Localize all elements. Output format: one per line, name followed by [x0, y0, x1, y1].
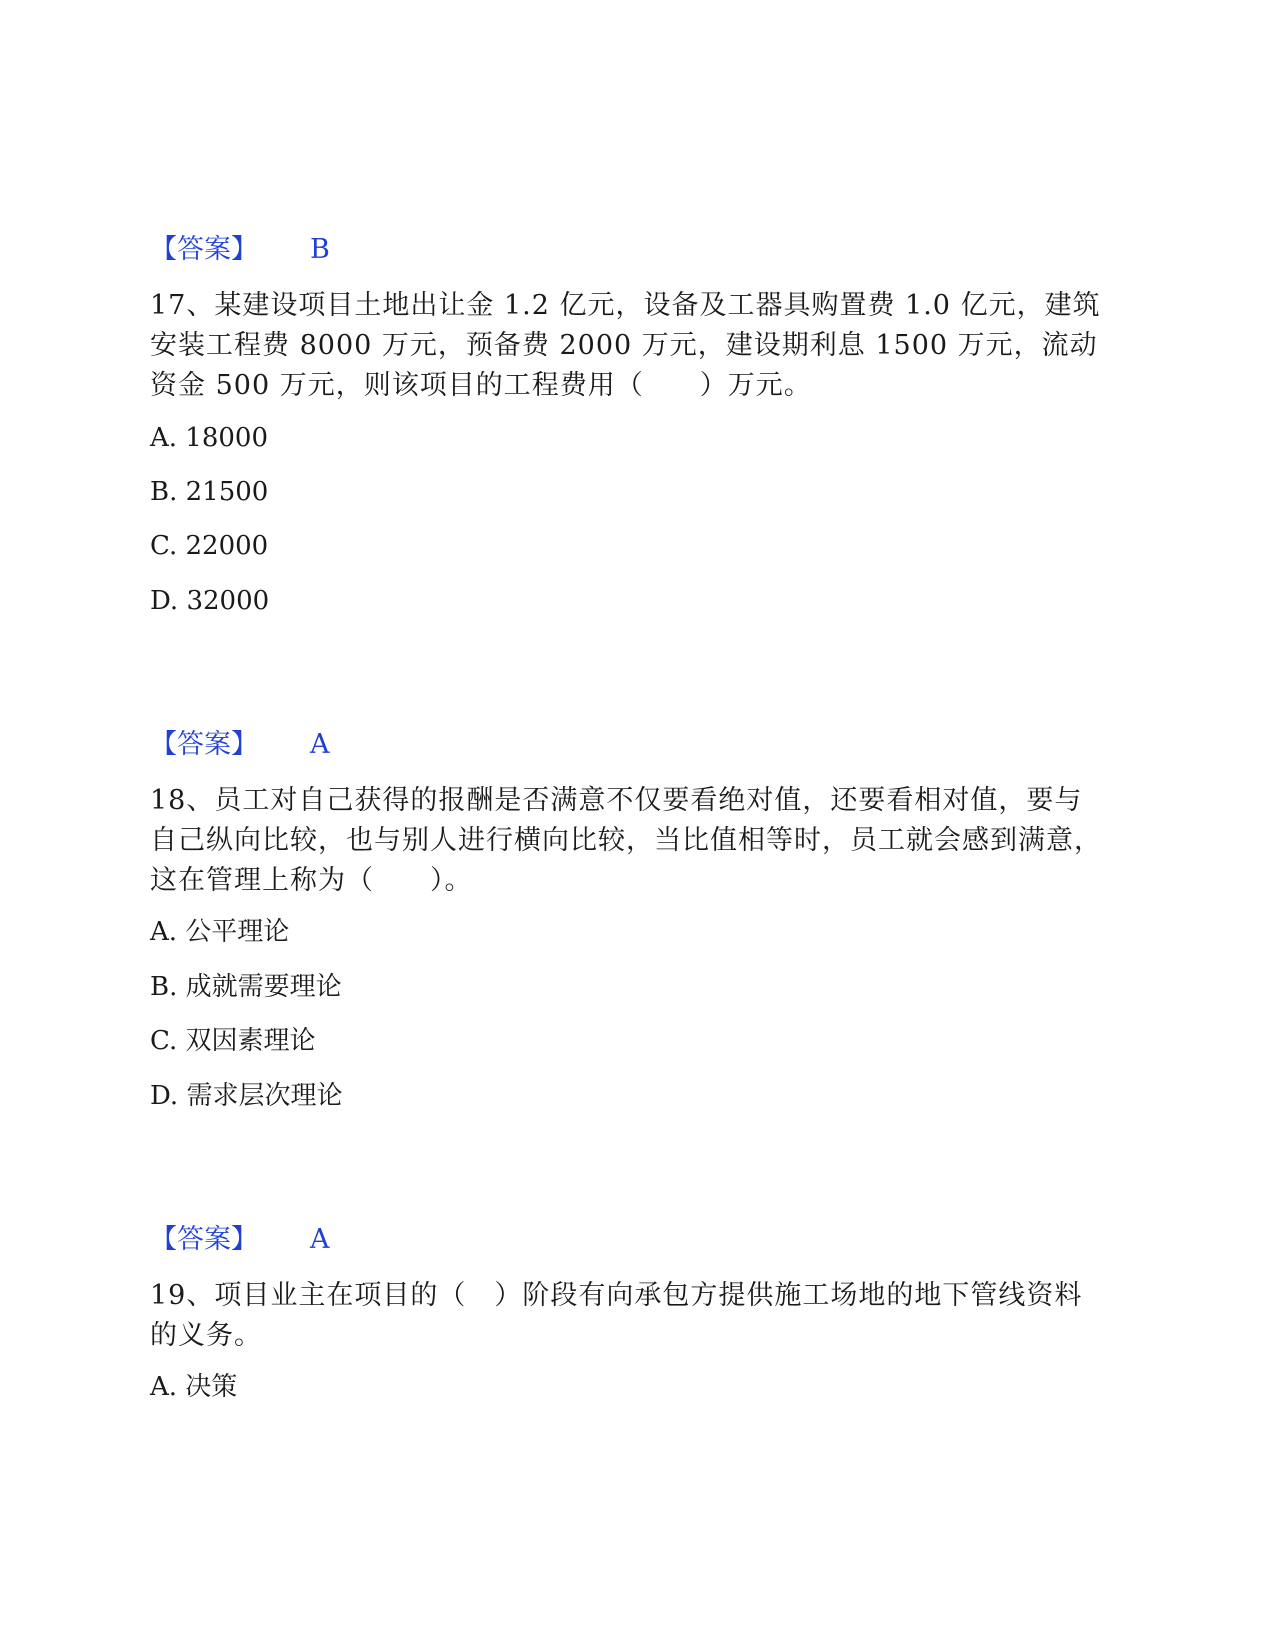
answer-line [150, 230, 1110, 270]
question-18-option-c: C. 双因素理论 [150, 1026, 316, 1056]
question-18-option-b: B. 成就需要理论 [150, 972, 342, 1002]
question-17-option-d: D. 32000 [150, 586, 270, 616]
answer-close-bracket: 】 [231, 729, 258, 760]
answer-close-bracket: 】 [231, 234, 258, 265]
answer-value: B [310, 234, 330, 265]
question-19-text: 19、项目业主在项目的（ ）阶段有向承包方提供施工场地的地下管线资料的义务。 [150, 1280, 1083, 1351]
answer-label: 答案 [177, 729, 231, 760]
question-17-option-c: C. 22000 [150, 531, 269, 561]
answer-close-bracket: 】 [231, 1224, 258, 1255]
question-17-text: 17、某建设项目土地出让金 1.2 亿元，设备及工器具购置费 1.0 亿元，建筑安装工程费 8000 万元，预备费 2000 万元，建设期利息 1500 万元，流动资金 500 万元，则该项目的工程费用（ ）万元。 [150, 290, 1101, 401]
question-17-option-b: B. 21500 [150, 477, 269, 507]
question-17-option-a: A. 18000 [150, 423, 269, 453]
question-19-option-a: A. 决策 [150, 1372, 238, 1402]
question-18-option-d: D. 需求层次理论 [150, 1081, 343, 1111]
answer-label: 答案 [177, 1224, 231, 1255]
question-18-text: 18、员工对自己获得的报酬是否满意不仅要看绝对值，还要看相对值，要与自己纵向比较，也与别人进行横向比较，当比值相等时，员工就会感到满意，这在管理上称为（ ）。 [150, 785, 1102, 896]
question-18-option-a: A. 公平理论 [150, 917, 290, 947]
answer-label: 答案 [177, 234, 231, 265]
answer-line [150, 725, 1110, 765]
answer-open-bracket: 【 [150, 729, 177, 760]
answer-value: A [310, 729, 330, 760]
answer-line [150, 1220, 1110, 1260]
answer-open-bracket: 【 [150, 1224, 177, 1255]
answer-value: A [310, 1224, 330, 1255]
answer-open-bracket: 【 [150, 234, 177, 265]
